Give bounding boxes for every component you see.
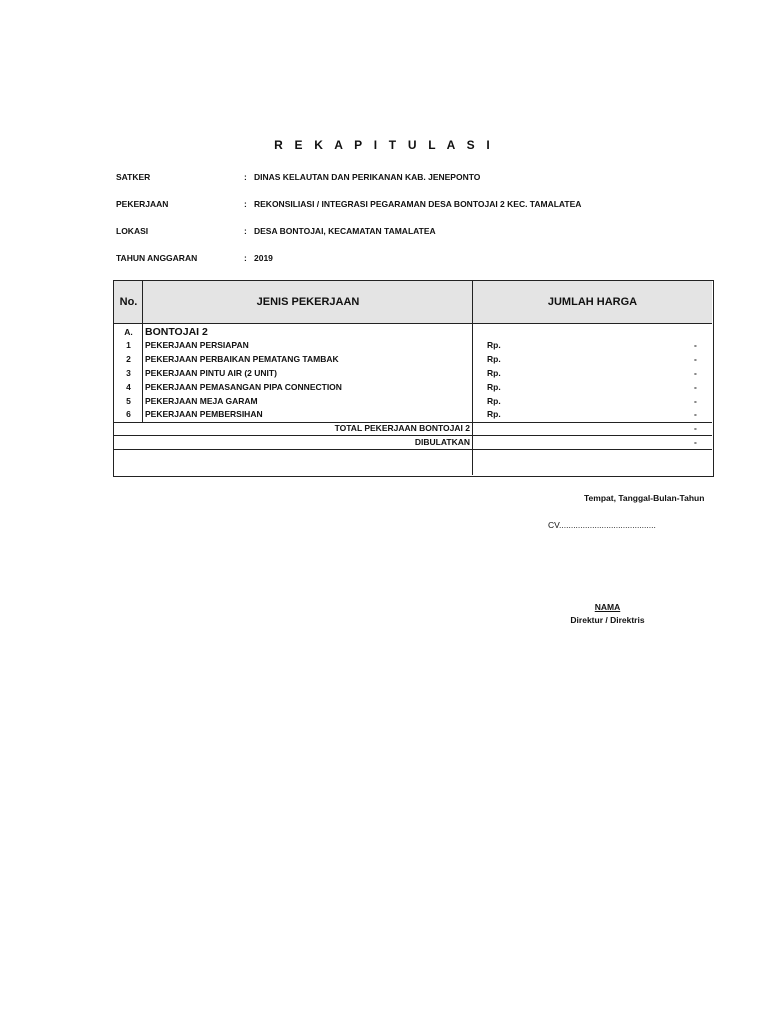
table-row [114,353,712,366]
row-currency: Rp. [487,409,501,419]
signer-name: NAMA [594,602,621,612]
row-job: PEKERJAAN PEMASANGAN PIPA CONNECTION [145,382,342,392]
row-value: - [694,382,697,392]
rounded-value: - [694,437,697,447]
row-job: PEKERJAAN MEJA GARAM [145,396,258,406]
total-label: TOTAL PEKERJAAN BONTOJAI 2 [334,423,470,433]
row-job: PEKERJAAN PINTU AIR (2 UNIT) [145,368,277,378]
meta-label: LOKASI [116,226,149,236]
rounded-label: DIBULATKAN [414,437,470,447]
meta-value: DESA BONTOJAI, KECAMATAN TAMALATEA [254,226,436,236]
row-no: 6 [126,409,131,419]
total-row [114,422,712,435]
table-row [114,395,712,408]
row-currency: Rp. [487,382,501,392]
meta-colon: : [244,172,247,182]
row-job: PEKERJAAN PERBAIKAN PEMATANG TAMBAK [145,354,339,364]
row-value: - [694,354,697,364]
total-value: - [694,423,697,433]
row-no: 5 [126,396,131,406]
meta-colon: : [244,253,247,263]
meta-value: DINAS KELAUTAN DAN PERIKANAN KAB. JENEPONTO [254,172,481,182]
section-no: A. [124,327,133,337]
header-amount: JUMLAH HARGA [547,296,638,308]
row-no: 1 [126,340,131,350]
rounded-row [114,436,712,449]
row-job: PEKERJAAN PEMBERSIHAN [145,409,263,419]
header-job: JENIS PEKERJAAN [256,296,360,308]
table-row [114,408,712,421]
row-no: 3 [126,368,131,378]
meta-value: REKONSILIASI / INTEGRASI PEGARAMAN DESA BONTOJAI 2 KEC. TAMALATEA [254,199,582,209]
header-no: No. [119,296,138,308]
row-divider [114,449,712,450]
section-name: BONTOJAI 2 [145,326,208,338]
row-value: - [694,396,697,406]
place-date: Tempat, Tanggal-Bulan-Tahun [584,493,705,503]
section-row [114,325,712,340]
recap-table [113,280,714,477]
signer-position: Direktur / Direktris [570,615,645,625]
row-currency: Rp. [487,396,501,406]
row-no: 4 [126,382,131,392]
meta-label: TAHUN ANGGARAN [116,253,198,263]
meta-label: PEKERJAAN [116,199,169,209]
company-name: CV......................................... [548,520,656,530]
row-value: - [694,368,697,378]
meta-colon: : [244,199,247,209]
table-row [114,367,712,380]
meta-colon: : [244,226,247,236]
meta-value: 2019 [254,253,273,263]
row-currency: Rp. [487,354,501,364]
row-no: 2 [126,354,131,364]
meta-label: SATKER [116,172,151,182]
table-row [114,381,712,394]
row-value: - [694,409,697,419]
page-title: R E K A P I T U L A S I [274,138,494,152]
row-value: - [694,340,697,350]
row-currency: Rp. [487,368,501,378]
row-currency: Rp. [487,340,501,350]
row-job: PEKERJAAN PERSIAPAN [145,340,249,350]
table-header [114,281,712,324]
table-row [114,339,712,352]
